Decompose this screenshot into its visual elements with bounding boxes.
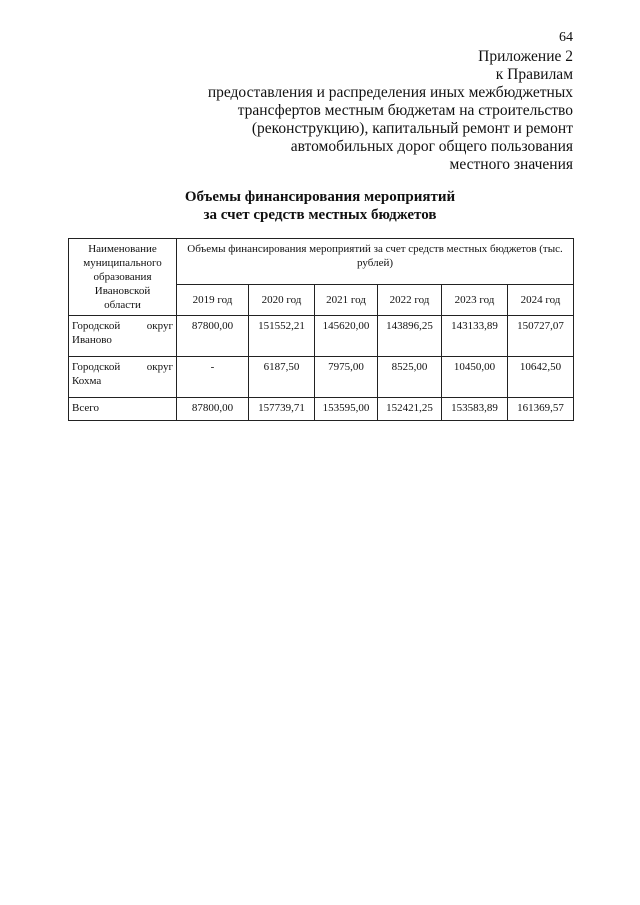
value-cell: 157739,71 [249, 398, 315, 421]
annex-line: автомобильных дорог общего пользования [290, 138, 573, 155]
value-cell: 8525,00 [378, 357, 442, 398]
row-name: Городской округ Иваново [69, 316, 177, 357]
annex-line: Приложение 2 [478, 48, 573, 65]
value-cell: - [177, 357, 249, 398]
page-number: 64 [559, 30, 573, 45]
title-line-2: за счет средств местных бюджетов [203, 207, 437, 223]
document-title [0, 188, 640, 224]
annex-line: к Правилам [495, 66, 573, 83]
value-cell: 153583,89 [442, 398, 508, 421]
value-cell: 10450,00 [442, 357, 508, 398]
table-row [69, 316, 574, 357]
annex-line: (реконструкцию), капитальный ремонт и ремонт [251, 120, 573, 137]
table-row [69, 357, 574, 398]
title-line-1: Объемы финансирования мероприятий [184, 189, 456, 205]
municipality-column-header: Наименование муниципального образования Ивановской области [69, 239, 177, 316]
value-cell: 145620,00 [315, 316, 378, 357]
value-cell: 143133,89 [442, 316, 508, 357]
row-name: Городской округ Кохма [69, 357, 177, 398]
year-header: 2021 год [315, 284, 378, 315]
financing-table [68, 238, 574, 421]
annex-line: местного значения [449, 156, 573, 173]
year-header: 2022 год [378, 284, 442, 315]
year-header: 2023 год [442, 284, 508, 315]
value-cell: 150727,07 [508, 316, 574, 357]
value-cell: 87800,00 [177, 316, 249, 357]
value-cell: 143896,25 [378, 316, 442, 357]
year-header: 2019 год [177, 284, 249, 315]
value-cell: 161369,57 [508, 398, 574, 421]
annex-heading [153, 48, 573, 174]
value-cell: 151552,21 [249, 316, 315, 357]
annex-line: трансфертов местным бюджетам на строительство [237, 102, 573, 119]
year-header: 2024 год [508, 284, 574, 315]
row-name: Всего [69, 398, 177, 421]
value-cell: 7975,00 [315, 357, 378, 398]
annex-line: предоставления и распределения иных межбюджетных [207, 84, 573, 101]
value-cell: 6187,50 [249, 357, 315, 398]
value-cell: 153595,00 [315, 398, 378, 421]
value-cell: 10642,50 [508, 357, 574, 398]
table-row-total [69, 398, 574, 421]
financing-group-header: Объемы финансирования мероприятий за счет средств местных бюджетов (тыс. рублей) [177, 239, 574, 285]
value-cell: 87800,00 [177, 398, 249, 421]
year-header: 2020 год [249, 284, 315, 315]
value-cell: 152421,25 [378, 398, 442, 421]
